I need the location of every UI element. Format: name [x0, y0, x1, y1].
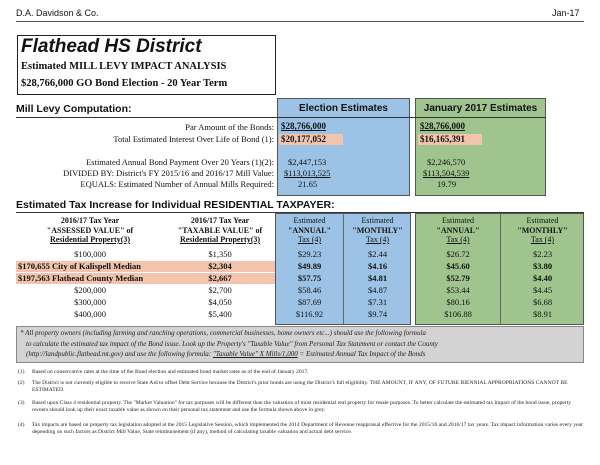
district-title: Flathead HS District	[21, 36, 202, 57]
tax-table-row	[16, 285, 584, 296]
mill-levy-heading: Mill Levy Computation:	[16, 103, 132, 115]
header-rule	[16, 21, 584, 22]
taxable-value-header: 2016/17 Tax Year "TAXABLE VALUE" of Residential Property(3)	[177, 216, 263, 244]
assessed-value-header: 2016/17 Tax Year "ASSESSED VALUE" of Residential Property(3)	[46, 216, 134, 244]
tax-table-row	[16, 309, 584, 320]
tax-cell-j-annual: $80.16	[446, 297, 470, 307]
tax-cell-j-monthly: $3.80	[532, 261, 553, 271]
par-amount-label: Par Amount of the Bonds:	[185, 122, 274, 132]
tax-cell-e-monthly: $2.44	[367, 249, 388, 259]
bond-election-title: $28,766,000 GO Bond Election - 20 Year Term	[21, 78, 228, 89]
mills-required-election: 21.65	[298, 179, 318, 189]
tax-cell-j-annual: $106.88	[444, 309, 472, 319]
tax-cell-taxable: $4,050	[208, 297, 232, 307]
tax-cell-j-monthly: $6.68	[532, 297, 553, 307]
annual-payment-january: $2,246,570	[427, 157, 466, 167]
company-name: D.A. Davidson & Co.	[16, 8, 99, 18]
tax-cell-e-monthly: $4.81	[367, 273, 388, 283]
total-interest-january: $16,165,391	[420, 134, 465, 144]
annual-payment-election: $2,447,153	[288, 157, 327, 167]
tax-table-row	[16, 273, 584, 284]
total-interest-election: $20,177,052	[281, 134, 326, 144]
tax-cell-assessed: $200,000	[74, 285, 106, 295]
par-amount-election: $28,766,000	[281, 121, 326, 131]
mill-value-election: $113,013,525	[284, 168, 331, 178]
analysis-subtitle: Estimated MILL LEVY IMPACT ANALYSIS	[21, 61, 227, 72]
mills-required-label: EQUALS: Estimated Number of Annual Mills Required:	[80, 179, 274, 189]
tax-cell-assessed: $400,000	[74, 309, 106, 319]
tax-table-row	[16, 261, 584, 272]
election-estimates-header: Election Estimates	[299, 103, 388, 114]
tax-cell-e-monthly: $4.16	[367, 261, 388, 271]
footnote-2: (2) The District is not currently eligible to receive State Aid to offset Debt Service because the District's prior bonds are using the District's full eligibility. THE AMOUNT, IF ANY, OF FUTURE BIENNIAL APPROPRIATIONS CANNOT BE ESTIMATED.	[18, 380, 568, 394]
tax-cell-assessed: $197,563 Flathead County Median	[18, 273, 144, 283]
formula-instruction-text	[20, 328, 580, 360]
january-monthly-header: Estimated "MONTHLY" Tax (4)	[517, 216, 568, 244]
tax-cell-taxable: $2,304	[208, 261, 232, 271]
tax-cell-j-annual: $52.79	[446, 273, 470, 283]
tax-cell-j-annual: $45.60	[446, 261, 470, 271]
tax-increase-heading: Estimated Tax Increase for Individual RESIDENTIAL TAXPAYER:	[16, 199, 335, 211]
instruction-line-3: (http://landpublic.flathead.mt.gov) and use the following formula: "Taxable Value" X Mills/1,000 = Estimated Annual Tax Impact of the Bonds	[26, 350, 426, 358]
tax-cell-j-monthly: $8.91	[532, 309, 553, 319]
annual-payment-label: Estimated Annual Bond Payment Over 20 Years (1)(2):	[86, 157, 274, 167]
tax-cell-j-monthly: $4.40	[532, 273, 553, 283]
tax-cell-j-annual: $26.72	[446, 249, 470, 259]
tax-cell-e-annual: $87.69	[297, 297, 322, 307]
instruction-line-1: * All property owners (including farming and ranching operations, commercial businesses, home owners etc...) should use the following formula	[20, 329, 426, 337]
tax-cell-j-monthly: $4.45	[532, 285, 553, 295]
footnote-4: (4) Tax impacts are based on property tax legislation adopted at the 2015 Legislative Session, which implemented the 2014 Department of Revenue reappraisal effective for the 2015/16 and 2016/17 tax years. Tax impact information varies every year depending on such factors as District Mill Value, State reimbursement (if any), method of calculating taxable valuation and actual debt service.	[18, 422, 583, 436]
footnote-1: (1) Based on conservative rates at the time of the Bond election and estimated bond market rates as of the end of January 2017.	[18, 369, 309, 375]
january-estimates-header: January 2017 Estimates	[423, 103, 538, 114]
tax-cell-assessed: $300,000	[74, 297, 106, 307]
tax-cell-e-annual: $116.92	[295, 309, 324, 319]
tax-table-row	[16, 297, 584, 308]
election-monthly-header: Estimated "MONTHLY" Tax (4)	[352, 216, 403, 244]
tax-cell-e-monthly: $7.31	[367, 297, 388, 307]
election-annual-header: Estimated "ANNUAL" Tax (4)	[287, 216, 332, 244]
report-date: Jan-17	[552, 8, 580, 18]
tax-cell-e-annual: $29.23	[297, 249, 322, 259]
tax-cell-j-annual: $53.44	[446, 285, 470, 295]
par-amount-january: $28,766,000	[420, 121, 465, 131]
tax-cell-taxable: $1,350	[208, 249, 232, 259]
mills-required-january: 19.79	[437, 179, 457, 189]
instruction-line-2: to calculate the estimated tax impact of the Bond issue. Look up the Property's "Taxable Value" from Personal Tax Statement or contact the County	[26, 339, 438, 348]
tax-cell-e-annual: $49.89	[297, 261, 322, 271]
tax-cell-e-annual: $57.75	[297, 273, 322, 283]
tax-cell-taxable: $2,700	[208, 285, 232, 295]
tax-cell-j-monthly: $2.23	[532, 249, 553, 259]
tax-cell-assessed: $100,000	[74, 249, 106, 259]
tax-cell-assessed: $170,655 City of Kalispell Median	[18, 261, 142, 271]
mill-value-january: $113,504,539	[423, 168, 470, 178]
tax-cell-e-monthly: $4.87	[367, 285, 388, 295]
mill-levy-rule	[16, 117, 546, 118]
footnote-3: (3) Based upon Class 4 residential property. The "Market Valuation" for tax purposes will be different than the valuation of most residential real property for resale purposes. To better calculate the estimated tax impact of the bond issue, property owners should look up their exact taxable value as shown on their personal tax statement and use the formula shown above in grey.	[18, 400, 572, 414]
january-annual-header: Estimated "ANNUAL" Tax (4)	[436, 216, 480, 244]
tax-cell-e-monthly: $9.74	[367, 309, 388, 319]
mill-value-label: DIVIDED BY: District's FY 2015/16 and 2016/17 Mill Value:	[63, 168, 274, 178]
tax-cell-e-annual: $58.46	[297, 285, 322, 295]
tax-cell-taxable: $5,400	[208, 309, 232, 319]
total-interest-label: Total Estimated Interest Over Life of Bond (1):	[113, 134, 274, 144]
tax-table-row	[16, 249, 584, 260]
tax-cell-taxable: $2,667	[208, 273, 232, 283]
